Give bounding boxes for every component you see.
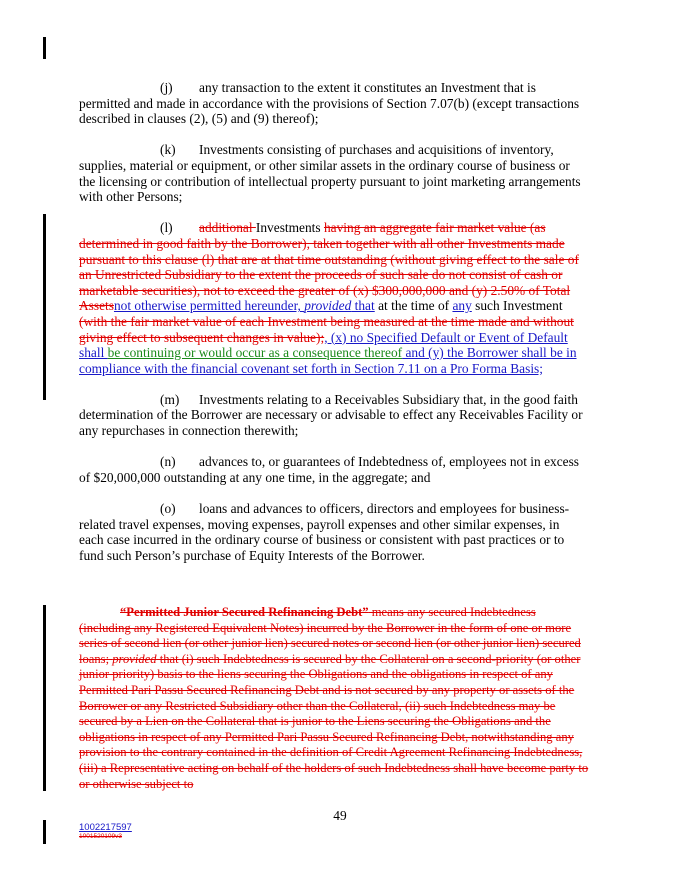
deleted-text: additional (199, 220, 256, 236)
change-bar (43, 605, 46, 791)
document-id: 1002217597 (79, 822, 132, 833)
inserted-text: any (452, 298, 472, 314)
change-bar (43, 214, 46, 400)
paragraph-l: (l) additional Investments having an aggregate fair market value (as determined in good faith by the Borrower), taken together with all other Investments made pursuant to this clause (l) that are at that time outstanding (without giving effect to the sale of an Unrestricted Subsidiary to the extent the proceeds of such sale do not consist of cash or marketable securities), not to exceed the greater of (x) $300,000,000 and (y) 2.50% of Total Assetsnot otherwise permitted hereunder, provided that at the time of any such Investment (with the fair market value of each Investment being measured at the time made and without giving effect to subsequent changes in value);, (x) no Specified Default or Event of Default shall be continuing or would occur as a consequence thereof and (y) the Borrower shall be in compliance with the financial covenant set forth in Section 7.11 on a Pro Forma Basis; (79, 220, 579, 376)
definition-term: “Permitted Junior Secured Refinancing Debt” (120, 605, 369, 619)
inserted-text: that (351, 298, 375, 314)
deleted-definition: “Permitted Junior Secured Refinancing Debt” means any secured Indebtedness (including any Registered Equivalent Notes) incurred by the Borrower in the form of one or more series of second lien (or other junior lien) secured notes or second lien (or other junior lien) secured loans; provided that (i) such Indebtedness is secured by the Collateral on a second-priority (or other junior priority) basis to the liens securing the Obligations and the obligations in respect of any Permitted Pari Passu Secured Refinancing Debt and is not secured by any property or assets of the Borrower or any Restricted Subsidiary other than the Collateral, (ii) such Indebtedness may be secured by a Lien on the Collateral that is junior to the Liens securing the Obligations and the obligations in respect of any Permitted Pari Passu Secured Refinancing Debt, notwithstanding any provision to the contrary contained in the definition of Credit Agreement Refinancing Indebtedness, (iii) a Representative acting on behalf of the holders of such Indebtedness shall have become party to or otherwise subject to (79, 605, 589, 791)
paragraph-o: (o) loans and advances to officers, directors and employees for business-related travel expenses, moving expenses, payroll expenses and other similar expenses, in each case incurred in the ordinary course of business or consistent with past practices or to fund such Person’s purchase of Equity Interests of the Borrower. (79, 501, 570, 563)
inserted-text: not otherwise permitted hereunder, (113, 298, 305, 314)
inserted-text: , (x) no Specified Default or Event of Default shall (79, 329, 568, 361)
deleted-text: (with the fair market value of each Investment being measured at the time made and without giving effect to subsequent changes in value); (79, 313, 574, 345)
body-text (79, 80, 587, 579)
document-id-deleted: 1001520109v3 (79, 833, 123, 840)
paragraph-k: (k) Investments consisting of purchases and acquisitions of inventory, supplies, material or equipment, or other similar assets in the ordinary course of business or the licensing or contribution of intellectual property pursuant to joint marketing arrangements with other Persons; (79, 142, 581, 205)
deleted-text: having an aggregate fair market value (as determined in good faith by the Borrower), taken together with all other Investments made pursuant to this clause (l) that are at that time outstanding (without giving effect to the sale of an Unrestricted Subsidiary to the extent the proceeds of such sale do not consist of cash or marketable securities), not to exceed the greater of (x) $300,000,000 and (y) 2.50% of Total Assets (79, 220, 579, 314)
moved-text: be continuing or would occur as a consequence thereof (107, 345, 403, 361)
paragraph-m: (m) Investments relating to a Receivables Subsidiary that, in the good faith determination of the Borrower are necessary or advisable to effect any Receivables Facility or any repurchases in connection therewith; (79, 391, 583, 439)
inserted-text: provided (304, 298, 352, 314)
paragraph-n: (n) advances to, or guarantees of Indebtedness of, employees not in excess of $20,000,000 outstanding at any one time, in the aggregate; and (79, 454, 580, 485)
inserted-text: and (y) the Borrower shall be in compliance with the financial covenant set forth in Section 7.11 on a Pro Forma Basis; (79, 345, 577, 376)
page-number: 49 (333, 808, 347, 823)
paragraph-j: (j) any transaction to the extent it constitutes an Investment that is permitted and made in accordance with the provisions of Section 7.07(b) (except transactions described in clauses (2), (5) and (9) thereof); (79, 80, 580, 127)
change-bar (43, 37, 46, 59)
